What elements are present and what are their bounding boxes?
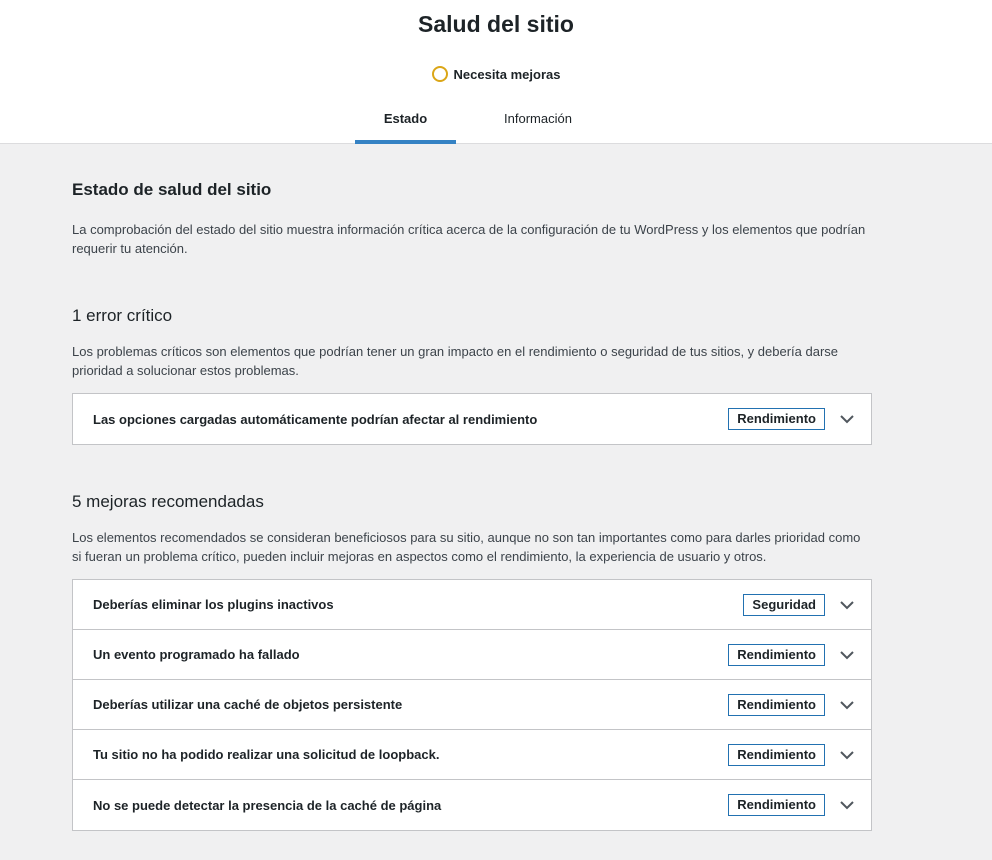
critical-description: Los problemas críticos son elementos que podrían tener un gran impacto en el rendimiento o seguridad de tus sitios, y debería darse prioridad a solucionar estos problemas. [72, 344, 838, 378]
badge-rendimiento: Rendimiento [728, 744, 825, 766]
site-health-header [0, 0, 992, 144]
badge-rendimiento: Rendimiento [728, 794, 825, 816]
recommended-title: 5 mejoras recomendadas [72, 492, 264, 511]
issue-label: Las opciones cargadas automáticamente podrían afectar al rendimiento [93, 411, 538, 427]
issue-inactive-plugins[interactable] [73, 580, 871, 630]
chevron-down-icon[interactable] [839, 647, 855, 663]
issue-label: Deberías utilizar una caché de objetos persistente [93, 697, 403, 712]
chevron-down-icon[interactable] [839, 411, 855, 427]
page-title: Salud del sitio [418, 11, 574, 37]
badge-rendimiento: Rendimiento [728, 644, 825, 666]
badge-seguridad: Seguridad [743, 594, 825, 616]
issue-label: Un evento programado ha fallado [93, 647, 300, 662]
issue-label: Deberías eliminar los plugins inactivos [93, 597, 334, 612]
chevron-down-icon[interactable] [839, 697, 855, 713]
issue-page-cache[interactable] [73, 780, 871, 830]
critical-issues-list [72, 393, 872, 445]
health-status [0, 66, 992, 82]
issue-autoload-options[interactable] [73, 394, 871, 444]
status-label: Necesita mejoras [453, 66, 561, 82]
tab-bar [355, 96, 620, 144]
issue-scheduled-event[interactable] [73, 630, 871, 680]
recommended-description: Los elementos recomendados se consideran beneficiosos para su sitio, aunque no son tan importantes como para darles prioridad como si fueran un problema crítico, pueden incluir mejoras en aspectos como el rendimiento, la experiencia de usuario y otros. [72, 530, 861, 564]
chevron-down-icon[interactable] [839, 797, 855, 813]
chevron-down-icon[interactable] [839, 747, 855, 763]
issue-label: Tu sitio no ha podido realizar una solicitud de loopback. [93, 747, 440, 762]
section-heading: Estado de salud del sitio [72, 180, 272, 199]
critical-title: 1 error crítico [72, 306, 173, 325]
intro-text: La comprobación del estado del sitio muestra información crítica acerca de la configuración de tu WordPress y los elementos que podrían requerir tu atención. [72, 222, 866, 256]
tab-informacion[interactable]: Información [504, 111, 572, 126]
recommended-issues-list [72, 579, 872, 831]
issue-label: No se puede detectar la presencia de la caché de página [93, 797, 442, 813]
badge-rendimiento: Rendimiento [728, 694, 825, 716]
tab-estado[interactable]: Estado [355, 96, 456, 144]
chevron-down-icon[interactable] [839, 597, 855, 613]
status-ring-icon [432, 66, 448, 82]
issue-loopback[interactable] [73, 730, 871, 780]
badge-rendimiento: Rendimiento [728, 408, 825, 430]
issue-object-cache[interactable] [73, 680, 871, 730]
